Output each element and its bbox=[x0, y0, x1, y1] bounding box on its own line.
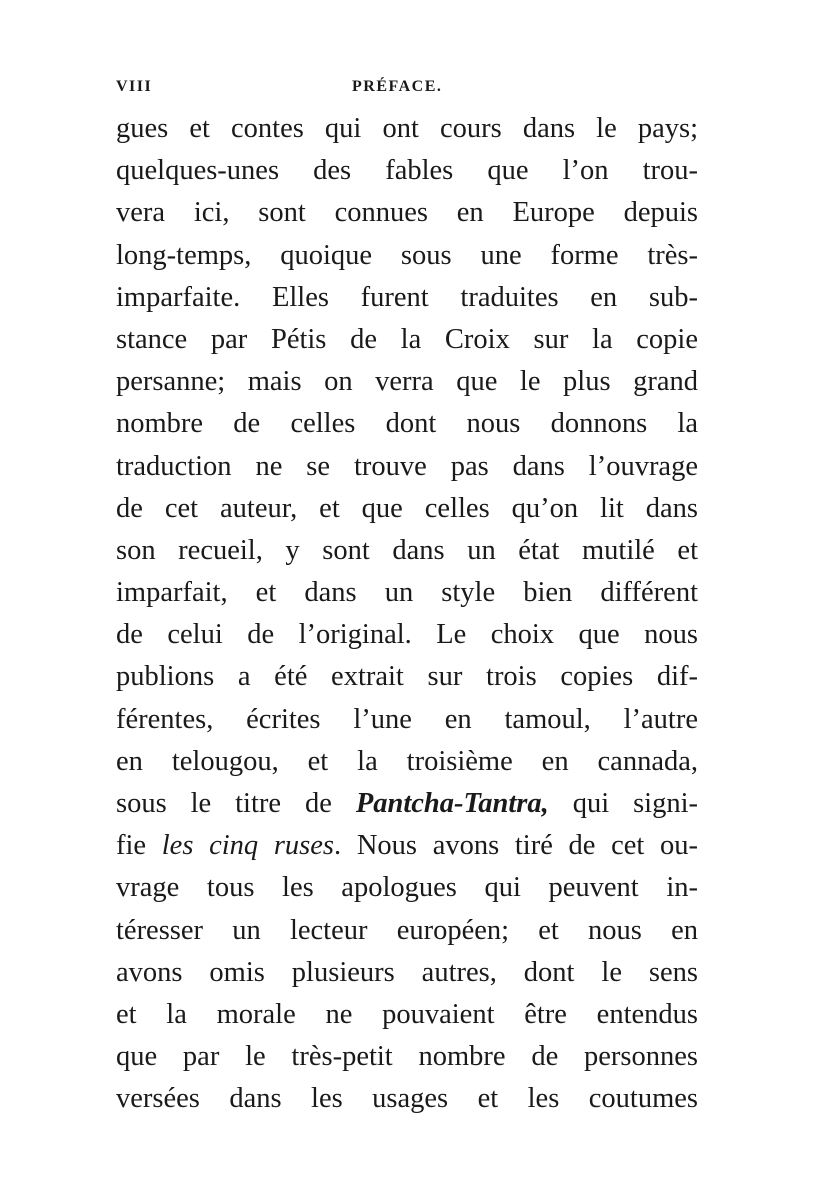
text-segment: qui signi- bbox=[548, 788, 699, 819]
text-line: que par le très-petit nombre de personnes bbox=[116, 1041, 698, 1073]
running-title: PRÉFACE. bbox=[352, 78, 443, 95]
text-line: nombre de celles dont nous donnons la bbox=[116, 408, 698, 440]
text-line: persanne; mais on verra que le plus grand bbox=[116, 366, 698, 398]
text-line-with-italic bbox=[116, 825, 698, 867]
text-line: imparfaite. Elles furent traduites en sub- bbox=[116, 281, 698, 313]
text-segment: sous le titre de bbox=[116, 788, 356, 819]
text-line: publions a été extrait sur trois copies dif- bbox=[116, 661, 698, 693]
text-line: quelques-unes des fables que l’on trou- bbox=[116, 155, 698, 187]
body-text bbox=[116, 108, 698, 1121]
text-line: avons omis plusieurs autres, dont le sens bbox=[116, 956, 698, 988]
text-line: son recueil, y sont dans un état mutilé et bbox=[116, 534, 698, 566]
text-line: et la morale ne pouvaient être entendus bbox=[116, 998, 698, 1030]
text-line: long-temps, quoique sous une forme très- bbox=[116, 239, 698, 271]
text-line: gues et contes qui ont cours dans le pays; bbox=[116, 113, 698, 144]
text-line: de cet auteur, et que celles qu’on lit dans bbox=[116, 492, 698, 524]
text-line: vrage tous les apologues qui peuvent in- bbox=[116, 872, 698, 904]
text-line: stance par Pétis de la Croix sur la copie bbox=[116, 323, 698, 355]
text-line: vera ici, sont connues en Europe depuis bbox=[116, 197, 698, 229]
text-segment: fie bbox=[116, 830, 162, 862]
text-line: férentes, écrites l’une en tamoul, l’autre bbox=[116, 703, 698, 735]
page-number: VIII bbox=[116, 78, 153, 95]
text-line: versées dans les usages et les coutumes bbox=[116, 1083, 698, 1115]
text-line-with-title bbox=[116, 783, 698, 825]
text-line: traduction ne se trouve pas dans l’ouvrage bbox=[116, 450, 698, 482]
text-segment: . Nous avons tiré de cet ou- bbox=[334, 830, 699, 862]
text-line: de celui de l’original. Le choix que nous bbox=[116, 619, 698, 651]
italic-phrase: les cinq ruses bbox=[161, 830, 335, 862]
text-line: téresser un lecteur européen; et nous en bbox=[116, 914, 698, 946]
work-title: Pantcha-Tantra, bbox=[355, 788, 549, 819]
running-head bbox=[116, 78, 696, 102]
text-line: imparfait, et dans un style bien différent bbox=[116, 577, 698, 609]
text-line: en telougou, et la troisième en cannada, bbox=[116, 745, 698, 777]
